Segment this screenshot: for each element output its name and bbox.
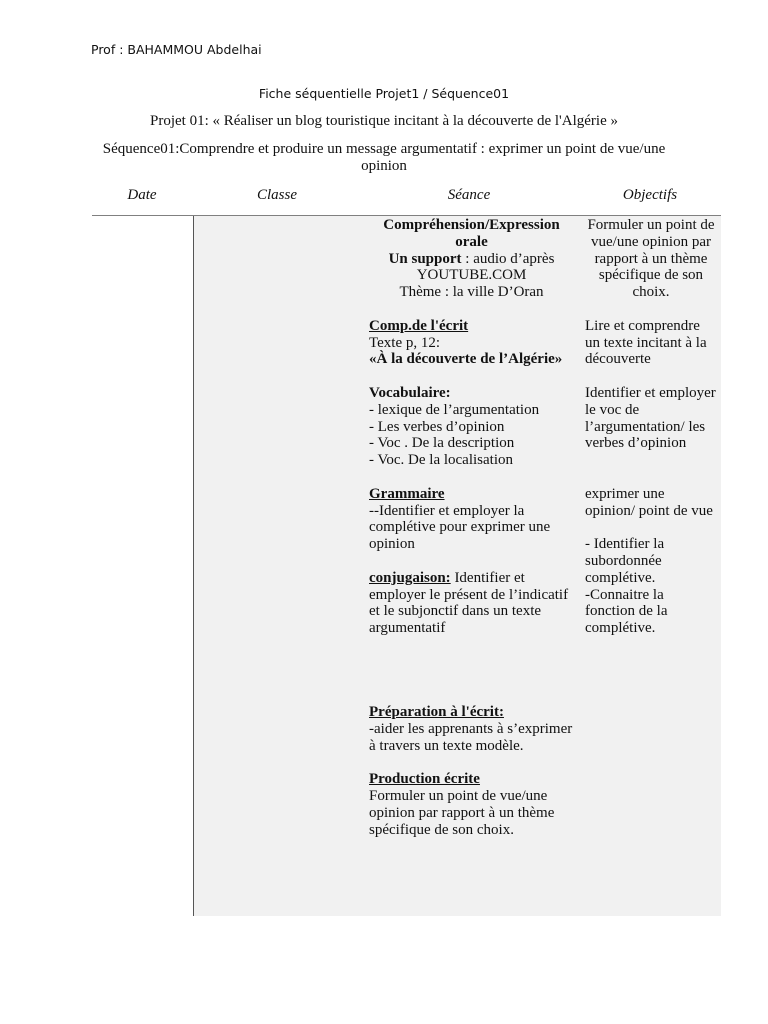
comprehension-orale-block <box>369 217 574 301</box>
prod-text: Formuler un point de vue/une opinion par rapport à un thème spécifique de son choix. <box>369 788 555 838</box>
ce-quote: «À la découverte de l’Algérie» <box>369 351 563 368</box>
vocabulaire-block <box>369 385 574 469</box>
date-cell <box>92 216 194 916</box>
column-header-objectifs: Objectifs <box>622 187 678 203</box>
column-header-classe: Classe <box>256 187 297 203</box>
project-title: Projet 01: « Réaliser un blog touristique incitant à la découverte de l'Algérie » <box>150 113 618 129</box>
seance-column <box>369 217 574 838</box>
sequence-title: Séquence01:Comprendre et produire un message argumentatif : exprimer un point de vue/une opinion <box>102 141 666 174</box>
objectifs-column <box>585 217 717 637</box>
co-title: Compréhension/Expression orale <box>383 217 560 250</box>
co-support <box>369 251 574 285</box>
gram-title: Grammaire <box>369 485 445 502</box>
vocab-item: - Voc . De la description <box>369 435 515 452</box>
vocab-title: Vocabulaire: <box>369 384 451 401</box>
objectif-5: - Identifier la subordonnée complétive. <box>585 536 665 586</box>
author-line: Prof : BAHAMMOU Abdelhai <box>91 42 262 57</box>
co-theme: Thème : la ville D’Oran <box>399 284 544 301</box>
comprehension-ecrit-block <box>369 318 574 368</box>
column-header-seance: Séance <box>447 187 491 203</box>
preparation-block <box>369 704 574 754</box>
ce-title: Comp.de l'écrit <box>369 317 469 334</box>
objectif-6: -Connaitre la fonction de la complétive. <box>585 586 668 637</box>
gram-text: --Identifier et employer la complétive pour exprimer une opinion <box>369 502 551 553</box>
objectif-3: Identifier et employer le voc de l’argumentation/ les verbes d’opinion <box>585 384 716 452</box>
document-subtitle: Fiche séquentielle Projet1 / Séquence01 <box>258 86 510 101</box>
objectif-1: Formuler un point de vue/une opinion par rapport à un thème spécifique de son choix. <box>587 217 715 301</box>
objectif-4: exprimer une opinion/ point de vue <box>585 485 713 519</box>
production-block <box>369 771 574 838</box>
ce-text: Texte p, 12: <box>369 334 441 351</box>
co-support-label: Un support <box>388 250 462 267</box>
grammaire-block <box>369 486 574 553</box>
prep-title: Préparation à l'écrit: <box>369 704 504 721</box>
column-header-date: Date <box>127 187 157 203</box>
co-support-text: : audio d’après YOUTUBE.COM <box>416 250 555 284</box>
prod-title: Production écrite <box>369 771 480 788</box>
column-divider <box>193 216 194 916</box>
conj-text: Identifier et employer le présent de l’indicatif et le subjonctif dans un texte argumentatif <box>369 569 569 637</box>
objectif-2: Lire et comprendre un texte incitant à la découverte <box>585 317 707 368</box>
conjugaison-block <box>369 570 574 637</box>
conj-label: conjugaison: <box>369 569 451 586</box>
vocab-item: - Les verbes d’opinion <box>369 418 505 435</box>
prep-text: -aider les apprenants à s’exprimer à travers un texte modèle. <box>369 720 573 754</box>
vocab-item: - lexique de l’argumentation <box>369 401 540 418</box>
vocab-item: - Voc. De la localisation <box>369 452 513 469</box>
